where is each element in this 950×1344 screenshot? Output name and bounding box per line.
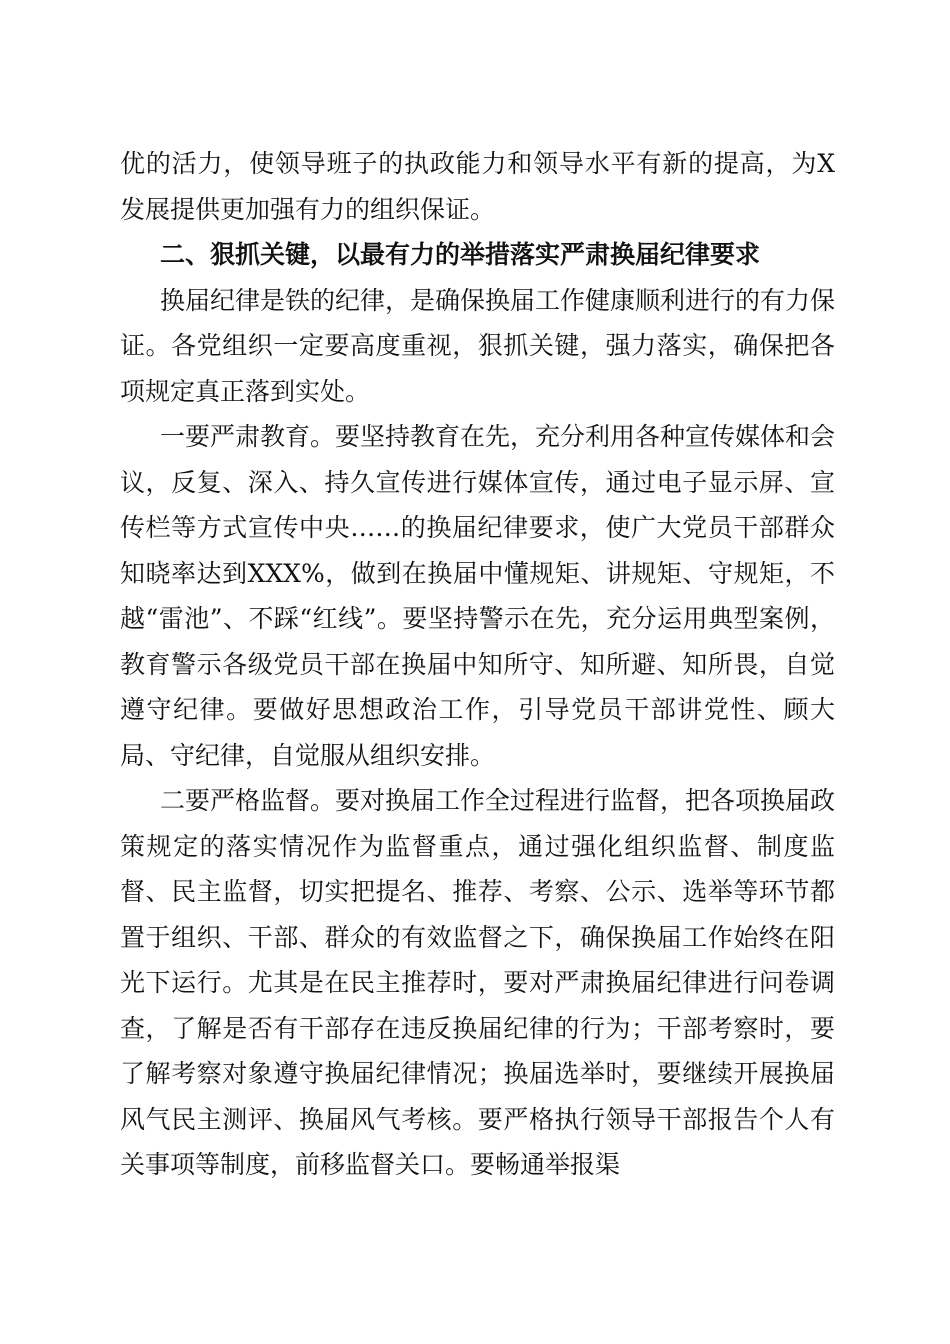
document-page: [120, 141, 835, 1188]
paragraph-continuation: 优的活力，使领导班子的执政能力和领导水平有新的提高，为X发展提供更加强有力的组织保证。: [120, 149, 835, 224]
paragraph-intro: 换届纪律是铁的纪律，是确保换届工作健康顺利进行的有力保证。各党组织一定要高度重视，狠抓关键，强力落实，确保把各项规定真正落到实处。: [120, 285, 836, 406]
paragraph-education: 一要严肃教育。要坚持教育在先，充分利用各种宣传媒体和会议，反复、深入、持久宣传进行媒体宣传，通过电子显示屏、宣传栏等方式宣传中央……的换届纪律要求，使广大党员干部群众知晓率达到XXX%，做到在换届中懂规矩、讲规矩、守规矩，不越“雷池”、不踩“红线”。要坚持警示在先，充分运用典型案例，教育警示各级党员干部在换届中知所守、知所避、知所畏，自觉遵守纪律。要做好思想政治工作，引导党员干部讲党性、顾大局、守纪律，自觉服从组织安排。: [120, 422, 836, 770]
section-heading: 二、狠抓关键，以最有力的举措落实严肃换届纪律要求: [160, 240, 761, 269]
paragraph-supervision: 二要严格监督。要对换届工作全过程进行监督，把各项换届政策规定的落实情况作为监督重点，通过强化组织监督、制度监督、民主监督，切实把提名、推荐、考察、公示、选举等环节都置于组织、干部、群众的有效监督之下，确保换届工作始终在阳光下运行。尤其是在民主推荐时，要对严肃换届纪律进行问卷调查，了解是否有干部存在违反换届纪律的行为；干部考察时，要了解考察对象遵守换届纪律情况；换届选举时，要继续开展换届风气民主测评、换届风气考核。要严格执行领导干部报告个人有关事项等制度，前移监督关口。要畅通举报渠: [120, 786, 836, 1179]
